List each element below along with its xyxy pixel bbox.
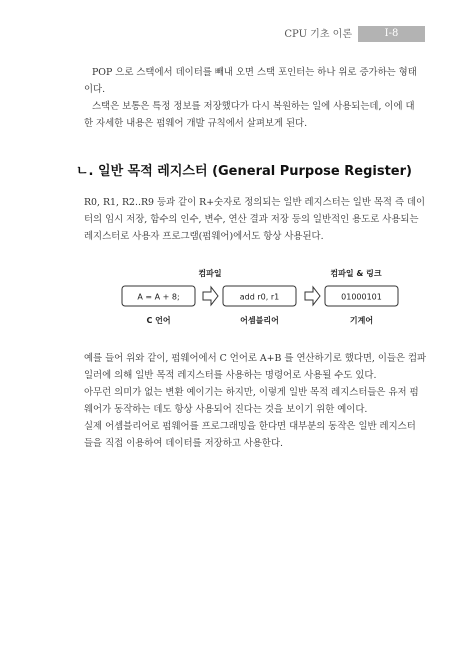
example-line: 아무런 의미가 없는 변환 예이기는 하지만, 이렇게 일반 목적 레지스터들은 유저 펌: [84, 387, 419, 398]
section-line: R0, R1, R2..R9 등과 같이 R+숫자로 정의되는 일반 레지스터는 일반 목적 즉 데이: [84, 197, 426, 208]
section-line: 레지스터로 사용자 프로그램(펌웨어)에서도 항상 사용된다.: [84, 231, 324, 242]
machine-language-label: 기계어: [349, 316, 374, 325]
example-paragraph: [84, 350, 434, 452]
running-header-title: CPU 기초 이론: [284, 29, 352, 40]
example-line: 일러에 의해 일반 목적 레지스터를 사용하는 명령어로 사용될 수도 있다.: [84, 370, 377, 381]
intro-line: 이다.: [84, 84, 106, 95]
intro-line: 스택은 보통은 특정 정보를 저장했다가 다시 복원하는 일에 사용되는데, 이에 대: [92, 101, 415, 112]
compile-link-label: 컴파일 & 링크: [330, 269, 382, 278]
section-heading: ㄴ. 일반 목적 레지스터 (General Purpose Register): [76, 164, 412, 179]
arrow-right-icon: [305, 287, 320, 305]
c-language-label: C 언어: [146, 316, 171, 325]
machine-code-text: 01000101: [341, 292, 382, 302]
page-number-badge: Ⅰ-8: [358, 26, 425, 42]
example-line: 예를 들어 위와 같이, 펌웨어에서 C 언어로 A+B 를 연산하기로 했다면, 이들은 컴파: [84, 353, 427, 364]
example-line: 실제 어셈블리어로 펌웨어를 프로그래밍을 한다면 대부분의 동작은 일반 레지스터: [84, 421, 416, 432]
assembly-label: 어셈블리어: [240, 316, 279, 325]
compile-label: 컴파일: [198, 269, 222, 278]
section-line: 터의 임시 저장, 함수의 인수, 변수, 연산 결과 저장 등의 일반적인 용도로 사용되는: [84, 214, 419, 225]
arrow-right-icon: [203, 287, 218, 305]
example-line: 들을 직접 이용하여 데이터를 저장하고 사용한다.: [84, 438, 284, 449]
intro-line: POP 으로 스택에서 데이터를 빼내 오면 스택 포인터는 하나 위로 증가하는 형태: [92, 67, 417, 78]
c-code-text: A = A + 8;: [137, 292, 180, 302]
example-line: 웨어가 동작하는 데도 항상 사용되어 진다는 것을 보이기 위한 예이다.: [84, 404, 368, 415]
assembly-code-text: add r0, r1: [239, 292, 280, 302]
intro-line: 한 자세한 내용은 펌웨어 개발 규칙에서 살펴보게 된다.: [84, 118, 308, 129]
